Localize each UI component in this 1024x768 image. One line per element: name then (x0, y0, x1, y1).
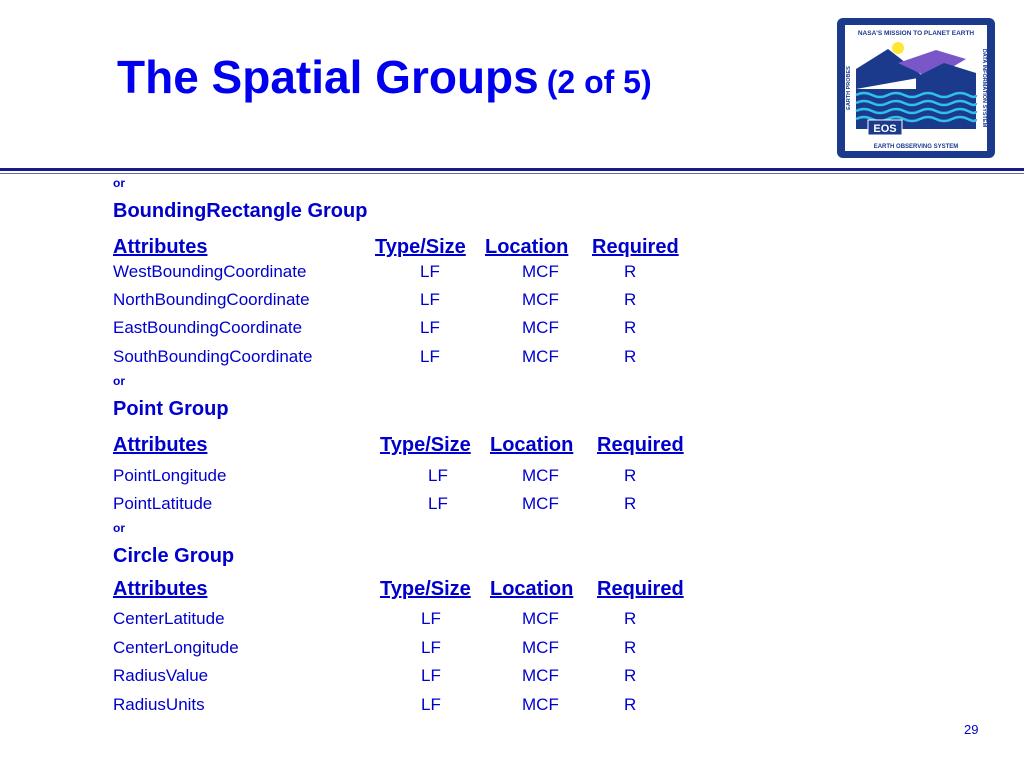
table-cell: MCF (522, 262, 559, 281)
table-cell: LF (420, 318, 440, 337)
table-cell: MCF (522, 318, 559, 337)
table-cell: R (624, 666, 637, 685)
column-header: Required (597, 434, 684, 456)
table-cell: R (624, 318, 637, 337)
table-cell: R (624, 638, 637, 657)
table-cell: MCF (522, 290, 559, 309)
table-cell: R (624, 347, 637, 366)
column-header: Required (597, 578, 684, 600)
table-cell: LF (428, 466, 448, 485)
table-cell: CenterLongitude (113, 638, 239, 657)
table-cell: MCF (522, 494, 559, 513)
logo-top-text: NASA'S MISSION TO PLANET EARTH (857, 30, 975, 37)
logo-left-text: EARTH PROBES (846, 66, 852, 110)
group-title: BoundingRectangle Group (113, 200, 368, 222)
table-cell: R (624, 290, 637, 309)
table-cell: R (624, 695, 637, 714)
column-header: Attributes (113, 236, 208, 258)
logo-badge-text: EOS (873, 123, 897, 135)
column-header: Type/Size (380, 434, 471, 456)
table-cell: EastBoundingCoordinate (113, 318, 303, 337)
column-header: Type/Size (380, 578, 471, 600)
table-cell: LF (420, 262, 440, 281)
table-cell: CenterLatitude (113, 609, 225, 628)
or-separator: or (113, 176, 125, 190)
column-header: Location (485, 236, 569, 258)
table-cell: LF (420, 290, 440, 309)
logo-right-text: DATA INFORMATION SYSTEM (981, 48, 987, 128)
table-cell: R (624, 494, 637, 513)
slide-title-sub: (2 of 5) (546, 64, 652, 100)
or-separator: or (113, 521, 125, 535)
table-cell: LF (421, 695, 441, 714)
column-header: Attributes (113, 578, 208, 600)
column-header: Type/Size (375, 236, 466, 258)
column-header: Attributes (113, 434, 208, 456)
table-cell: LF (420, 347, 440, 366)
table-cell: MCF (522, 638, 559, 657)
table-cell: MCF (522, 347, 559, 366)
page-number: 29 (964, 722, 979, 737)
table-cell: SouthBoundingCoordinate (113, 347, 313, 366)
table-cell: LF (421, 666, 441, 685)
logo-bottom-text: EARTH OBSERVING SYSTEM (873, 144, 959, 150)
or-separator: or (113, 374, 125, 388)
table-cell: MCF (522, 466, 559, 485)
table-cell: LF (428, 494, 448, 513)
group-title: Point Group (113, 398, 229, 420)
table-cell: RadiusUnits (113, 695, 205, 714)
table-cell: MCF (522, 695, 559, 714)
column-header: Location (490, 578, 574, 600)
table-cell: LF (421, 609, 441, 628)
table-cell: R (624, 262, 637, 281)
table-cell: MCF (522, 609, 559, 628)
table-cell: PointLatitude (113, 494, 213, 513)
group-title: Circle Group (113, 545, 235, 567)
table-cell: WestBoundingCoordinate (113, 262, 307, 281)
column-header: Required (592, 236, 679, 258)
table-cell: MCF (522, 666, 559, 685)
slide-title-main: The Spatial Groups (117, 51, 539, 103)
table-cell: NorthBoundingCoordinate (113, 290, 310, 309)
table-cell: RadiusValue (113, 666, 209, 685)
table-cell: R (624, 466, 637, 485)
table-cell: LF (421, 638, 441, 657)
table-cell: PointLongitude (113, 466, 227, 485)
column-header: Location (490, 434, 574, 456)
table-cell: R (624, 609, 637, 628)
